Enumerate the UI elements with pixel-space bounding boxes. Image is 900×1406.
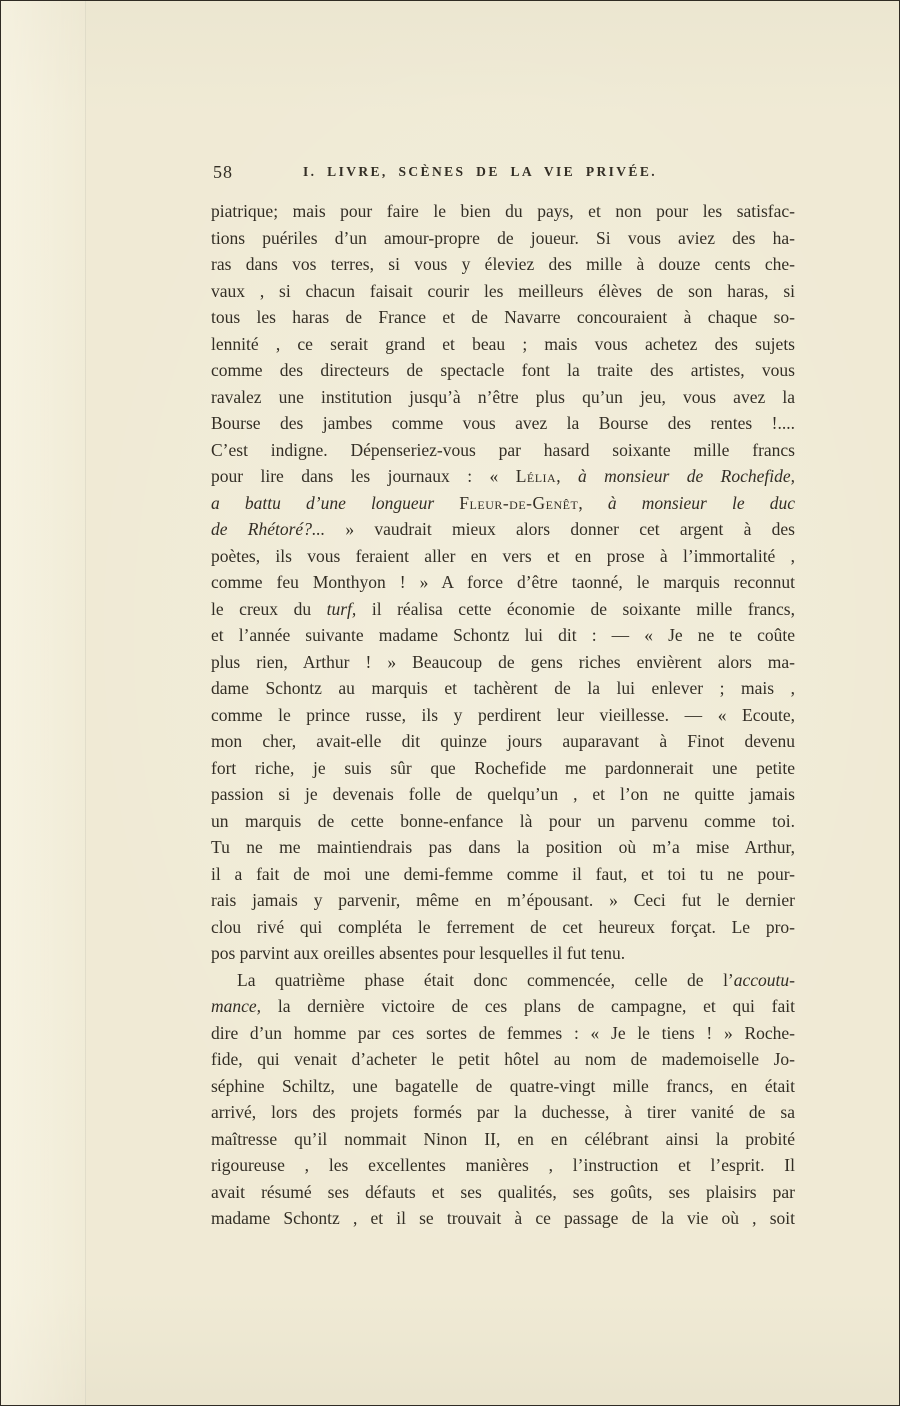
text-line (211, 993, 795, 1020)
text-line (211, 781, 795, 808)
text-segment: La quatrième phase était donc commencée, celle de l’ (237, 969, 734, 990)
text-line (211, 914, 795, 941)
text-segment: pos parvint aux oreilles absentes pour lesquelles il fut tenu. (211, 943, 626, 963)
text-segment: arrivé, lors des projets formés par la duchesse, à tirer vanité de sa (211, 1102, 795, 1122)
text-segment: accoutu- (733, 969, 795, 990)
text-segment: Lélia (515, 466, 557, 486)
text-segment: tions puériles d’un amour-propre de joueur. Si vous aviez des ha- (211, 227, 795, 248)
text-line (211, 304, 795, 331)
text-segment: lennité , ce serait grand et beau ; mais vous achetez des sujets (211, 333, 795, 354)
text-segment: il a fait de moi une demi-femme comme il faut, et toi tu ne pour- (211, 863, 795, 884)
text-segment: pour lire dans les journaux : « (211, 466, 516, 486)
page-number: 58 (213, 162, 233, 182)
text-segment: Bourse des jambes comme vous avez la Bourse des rentes !.... (211, 413, 795, 433)
text-line (211, 967, 795, 994)
text-segment: rais jamais y parvenir, même en m’épousant. » Ceci fut le dernier (211, 890, 795, 910)
text-segment: turf, (326, 598, 357, 619)
text-line (211, 1152, 795, 1179)
text-segment: un marquis de cette bonne-enfance là pour un parvenu comme toi. (211, 810, 795, 831)
text-segment: dame Schontz au marquis et tachèrent de la lui enlever ; mais , (211, 678, 795, 698)
text-segment: comme feu Monthyon ! » A force d’être taonné, le marquis reconnut (211, 572, 795, 592)
text-line (211, 596, 795, 623)
text-segment: à monsieur le duc (607, 492, 796, 513)
text-line (211, 940, 795, 967)
text-line (211, 861, 795, 888)
text-line (211, 1126, 795, 1153)
text-line (211, 437, 795, 464)
text-line (211, 1046, 795, 1073)
text-line (211, 1099, 795, 1126)
text-segment: Fleur-de-Genêt (459, 492, 579, 513)
text-line (211, 225, 795, 252)
text-segment: de Rhétoré?... (211, 519, 326, 539)
text-segment: fort riche, je suis sûr que Rochefide me pardonnerait une petite (211, 757, 795, 778)
text-segment: tous les haras de France et de Navarre concouraient à chaque so- (211, 307, 795, 327)
text-line (211, 622, 795, 649)
text-line (211, 1073, 795, 1100)
text-segment: fide, qui venait d’acheter le petit hôtel au nom de mademoiselle Jo- (211, 1049, 795, 1069)
text-segment: C’est indigne. Dépenseriez-vous par hasard soixante mille francs (211, 439, 795, 460)
text-line (211, 384, 795, 411)
page-header (211, 161, 795, 185)
text-segment: vaux , si chacun faisait courir les meilleurs élèves de son haras, si (211, 280, 795, 301)
text-segment: il réalisa cette économie de soixante mille francs, (356, 598, 795, 619)
text-segment: , (578, 492, 608, 513)
text-line (211, 357, 795, 384)
text-segment: » vaudrait mieux alors donner cet argent à des (325, 519, 795, 539)
text-line (211, 410, 795, 437)
text-line (211, 331, 795, 358)
text-segment: ras dans vos terres, si vous y éleviez des mille à douze cents che- (211, 254, 795, 274)
text-segment: à monsieur de Rochefide, (578, 466, 796, 486)
text-line (211, 1020, 795, 1047)
page-edge-shading (1, 1, 86, 1405)
text-segment: maîtresse qu’il nommait Ninon II, en en célébrant ainsi la probité (211, 1128, 795, 1149)
text-segment: Tu ne me maintiendrais pas dans la position où m’a mise Arthur, (211, 837, 795, 857)
text-segment: la dernière victoire de ces plans de campagne, et qui fait (261, 996, 795, 1016)
text-line (211, 463, 795, 490)
text-segment: piatrique; mais pour faire le bien du pays, et non pour les satisfac- (211, 201, 795, 221)
text-line (211, 649, 795, 676)
text-line (211, 755, 795, 782)
text-line (211, 278, 795, 305)
text-line (211, 728, 795, 755)
text-segment: a battu d’une longueur (211, 492, 460, 513)
text-line (211, 887, 795, 914)
text-segment: passion si je devenais folle de quelqu’un , et l’on ne quitte jamais (211, 784, 795, 804)
text-line (211, 1205, 795, 1232)
text-segment: ravalez une institution jusqu’à n’être plus qu’un jeu, vous avez la (211, 386, 795, 407)
text-segment: clou rivé qui compléta le ferrement de cet heureux forçat. Le pro- (211, 916, 795, 937)
text-segment: poètes, ils vous feraient aller en vers et en prose à l’immortalité , (211, 545, 795, 566)
text-line (211, 198, 795, 225)
text-line (211, 834, 795, 861)
text-segment: mon cher, avait-elle dit quinze jours auparavant à Finot devenu (211, 731, 795, 751)
text-segment: le creux du (211, 598, 327, 619)
text-line (211, 251, 795, 278)
text-segment: mance, (211, 996, 262, 1016)
text-segment: comme le prince russe, ils y perdirent leur vieillesse. — « Ecoute, (211, 704, 795, 725)
text-line (211, 808, 795, 835)
text-segment: dire d’un homme par ces sortes de femmes : « Je le tiens ! » Roche- (211, 1022, 795, 1043)
text-segment: séphine Schiltz, une bagatelle de quatre-vingt mille francs, en était (211, 1075, 795, 1096)
text-line (211, 675, 795, 702)
text-segment: comme des directeurs de spectacle font la traite des artistes, vous (211, 360, 795, 380)
running-header: I. LIVRE, SCÈNES DE LA VIE PRIVÉE. (302, 164, 658, 179)
text-line (211, 516, 795, 543)
text-line (211, 490, 795, 517)
text-segment: rigoureuse , les excellentes manières , l’instruction et l’esprit. Il (211, 1155, 795, 1175)
text-line (211, 1179, 795, 1206)
text-line (211, 702, 795, 729)
text-block (211, 198, 795, 1232)
text-segment: avait résumé ses défauts et ses qualités, ses goûts, ses plaisirs par (211, 1181, 795, 1202)
text-segment: et l’année suivante madame Schontz lui dit : — « Je ne te coûte (211, 625, 795, 645)
text-segment: , (556, 466, 578, 486)
text-line (211, 543, 795, 570)
text-segment: madame Schontz , et il se trouvait à ce passage de la vie où , soit (211, 1208, 795, 1228)
text-segment: plus rien, Arthur ! » Beaucoup de gens riches envièrent alors ma- (211, 651, 795, 672)
text-line (211, 569, 795, 596)
